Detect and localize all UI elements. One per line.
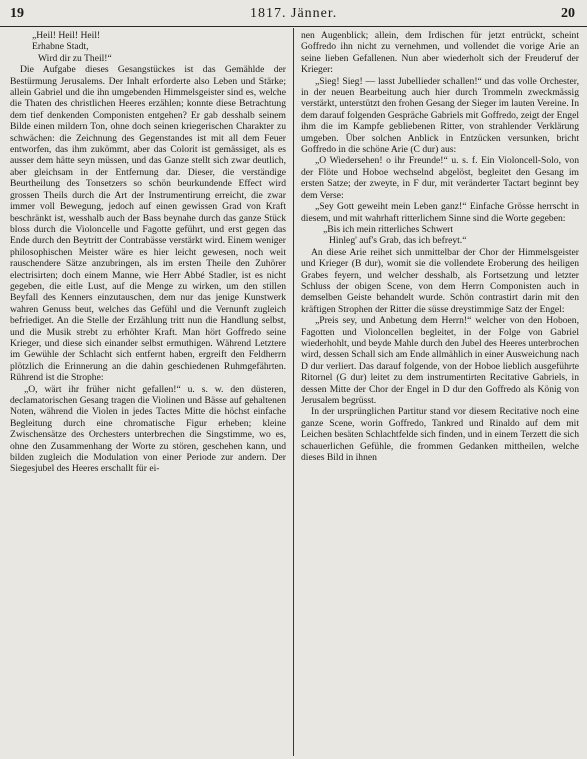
running-head-date: 1817. Jänner. xyxy=(250,6,338,21)
right-quote-block: „Preis sey, und Anbetung dem Herrn!“ welcher von den Hoboen, Fagotten und Violoncellen begleitet, in der Folge von Gabriel wiederhohlt, und beyde Mahle durch den Jubel des Heeres unterbrochen wird, dessen Schall sich am Ende allmählich in einer Ausweichung nach D dur verliert. Das darauf folgende, von der Hoboe lieblich ausgeführte Ritornel (G dur) leitet zu dem instrumentirten Recitative Gabriels, in dessen Mitte der Chor der Engel in D dur den Goffredo als König von Jerusalem begrüsst. xyxy=(301,315,579,406)
right-para-block: In der ursprünglichen Partitur stand vor diesem Recitative noch eine ganze Scene, worin Goffredo, Tankred und Rinaldo auf dem mit Leichen besäten Schlachtfelde sich finden, und in einem Terzett die sich schauerlichen Gefühle, die frommen Gedanken mittheilen, welche dieses Bild in ihnen xyxy=(301,406,579,464)
right-para-block: An diese Arie reihet sich unmittelbar der Chor der Himmelsgeister und Krieger (B dur), womit sie die vollendete Eroberung des heiligen Grabes feyern, und welcher desshalb, als Fortsetzung und letzter Schluss der obigen Scene, von dem Herrn Componisten auch in demselben Geiste behandelt wurde. Schön contrastirt darin mit den kräftigen Strophen der Ritter die süsse dreystimmige Satz der Engel: xyxy=(301,246,579,315)
left-verse2-block: Wird dir zu Theil!“ xyxy=(38,52,112,64)
page-number-right: 20 xyxy=(561,6,575,21)
page-header xyxy=(0,6,587,26)
right-quote-block: „Sieg! Sieg! — lasst Jubellieder schallen!“ und das volle Orchester, in der neuen Bearbeitung auch hier durch Trommeln zweckmässig verstärkt, unterstützt den frohen Gesang der Sieger im lauten Vereine. In dem darauf folgenden Gespräche Gabriels mit Goffredo, zeigt der Engel ihm die im Kampfe gebliebenen Ritter, von strahlender Verklärung umgeben. Über solchen Anblick in Entzücken versunken, bricht Goffredo in die schöne Arie (C dur) aus: xyxy=(301,75,579,156)
right-quote-block: „O Wiedersehen! o ihr Freunde!“ u. s. f. Ein Violoncell-Solo, von der Flöte und Hoboe wechselnd abgelöst, begleitet den Gesang im ersten Satze; der zweyte, in F dur, mit veränderter Tactart beginnt bey dem Verse: xyxy=(301,155,579,201)
right-verse-block: „Bis ich mein ritterliches Schwert xyxy=(323,223,454,235)
right-cont-block: nen Augenblick; allein, dem Irdischen für jetzt entrückt, scheint Goffredo ihn nicht zu vernehmen, und vollendet die vorige Arie an seine lieben Gefallenen. Nun aber wiederholt sich der Freuderuf der Krieger: xyxy=(301,30,579,76)
right-quote-block: „Sey Gott geweiht mein Leben ganz!“ Einfache Grösse herrscht in diesem, und mit wahrhaft ritterlichem Sinne sind die Worte gegeben: xyxy=(301,201,579,224)
column-divider xyxy=(293,28,294,756)
left-para-block: Die Aufgabe dieses Gesangstückes ist das Gemählde der Bestürmung Jerusalems. Der Inhalt erforderte also Leben und Stärke; allein Gabriel und die ihn umgebenden Himmelsgeister sind es, welche die Thaten des christlichen Heeres erzählen; konnte diese Betrachtung dem tief denkenden Componisten entgehen? Er gab desshalb seinem Bilde einen mildern Ton, ohne doch seinen kriegerischen Charakter zu schwächen: die Zeichnung des Gegenstandes ist mit all dem Feuer entworfen, das ihm zukömmt, aber das Colorit ist gemässiget, als es ausser dem hätte seyn müssen, und das Ganze stellt sich zwar deutlich, aber gleichsam in der Entfernung dar. Dieser, die verständige Beurtheilung des Tonsetzers so schön beurkundende Effect wird grossen Theils durch die Art der Instrumentirung erreicht, die zwar immer voll Bewegung, jedoch auf einen gewissen Grad von Kraft beschränkt ist, wesshalb auch der Bass beynahe durch das ganze Stück bloss durch die Violoncelle und Fagotte geführt, und erst gegen das Ende durch den Beytritt der Contrabässe verstärkt wird. Einem weniger philosophischen Meister wäre es hier leicht gewesen, noch weit rauschendere Sätze anzubringen, als im ersten Theile den Zuhörer electrisirten; doch einem Manne, wie Herr Abbé Stadler, ist es nicht gegeben, die eitle Lust, auf die Menge zu wirken, um den stillen Beyfall des Kenners einzutauschen, dem nur das jenige Kunstwerk wahren Genuss beut, welches das Gefühl und die Vernunft zugleich befriediget. An die Stelle der Erzählung tritt nun die Handlung selbst, und die Musik strebt zu erhöhter Kraft. Man hört Goffredo seine Krieger, und diese sich einander selbst ermuthigen. Während Letztere im Gewühle der Schlacht sich entfernt haben, ergreift den Feldherrn plötzlich die Erinnerung an die dahin geschiedenen Ruhmgefährten. Rührend ist die Strophe: xyxy=(10,64,286,384)
page-number-left: 19 xyxy=(10,6,24,21)
right-verse2-block: Hinleg' auf's Grab, das ich befreyt.“ xyxy=(329,235,467,247)
left-verse-block: „Heil! Heil! Heil! xyxy=(32,30,101,41)
left-column xyxy=(10,30,286,756)
left-verse-block: Erhabne Stadt, xyxy=(32,41,89,53)
right-column xyxy=(301,30,579,756)
left-quote-block: „O, wärt ihr früher nicht gefallen!“ u. s. w. den düsteren, declamatorischen Gesang tragen die Violinen und Bässe auf gehaltenen Noten, während die Violen in jedes Tactes Mitte die höchst einfache Begleitung durch eine chromatische Figur erheben; kleine Zwischensätze des Orchesters unterbrechen die Singstimme, wo es, ohne den Zusammenhang der Worte zu stören, geschehen kann, und bilden zugleich die Modulation von einer Periode zur andern. Der Siegesjubel des Heeres erschallt für ei- xyxy=(10,383,286,475)
header-rule xyxy=(0,26,587,27)
